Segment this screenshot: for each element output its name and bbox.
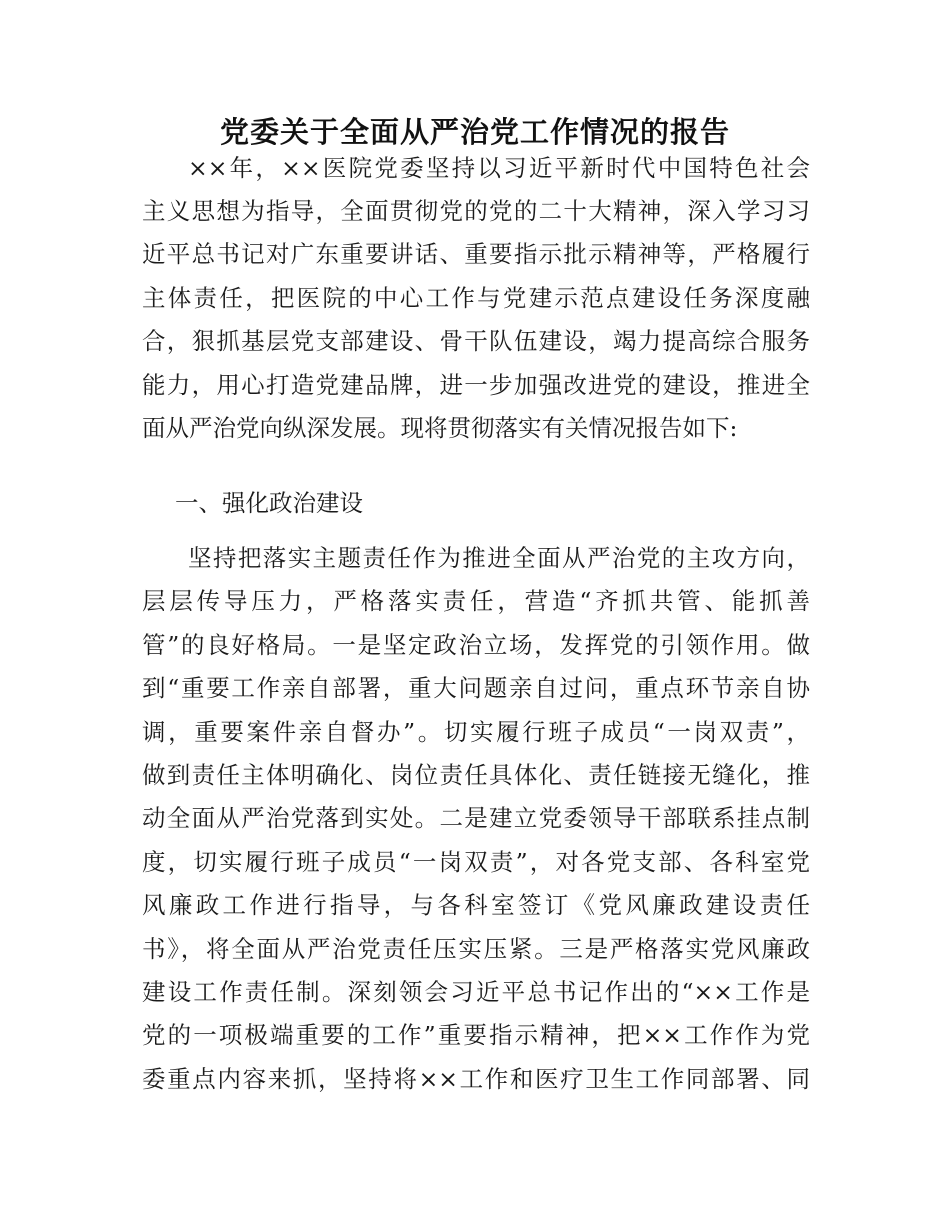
paragraph-line: 面从严治党向纵深发展。现将贯彻落实有关情况报告如下: [142,414,738,442]
paragraph-line: 书》，将全面从严治党责任压实压紧。三是严格落实党风廉政 [142,935,810,963]
paragraph-line: 度，切实履行班子成员“一岗双责”，对各党支部、各科室党 [142,848,810,876]
paragraph-line: 坚持把落实主题责任作为推进全面从严治党的主攻方向， [188,544,810,572]
paragraph-line: 合，狠抓基层党支部建设、骨干队伍建设，竭力提高综合服务 [142,327,810,355]
paragraph-line: 风廉政工作进行指导，与各科室签订《党风廉政建设责任 [142,891,810,919]
paragraph-line: 主体责任，把医院的中心工作与党建示范点建设任务深度融 [142,284,810,312]
paragraph-line: 建设工作责任制。深刻领会习近平总书记作出的“××工作是 [142,978,810,1006]
paragraph-line: 能力，用心打造党建品牌，进一步加强改进党的建设，推进全 [142,371,810,399]
section-heading: 一、强化政治建设 [175,489,363,517]
paragraph-line: 调，重要案件亲自督办”。切实履行班子成员“一岗双责”， [142,718,810,746]
paragraph-line: 动全面从严治党落到实处。二是建立党委领导干部联系挂点制 [142,804,810,832]
paragraph-line: 党的一项极端重要的工作”重要指示精神，把××工作作为党 [142,1021,810,1049]
paragraph-line: 做到责任主体明确化、岗位责任具体化、责任链接无缝化，推 [142,761,810,789]
paragraph-line: 管”的良好格局。一是坚定政治立场，发挥党的引领作用。做 [142,631,810,659]
paragraph-line: 层层传导压力，严格落实责任，营造“齐抓共管、能抓善 [142,587,810,615]
paragraph-line: 近平总书记对广东重要讲话、重要指示批示精神等，严格履行 [142,240,810,268]
paragraph-line: 到“重要工作亲自部署，重大问题亲自过问，重点环节亲自协 [142,674,810,702]
paragraph-line: ××年，××医院党委坚持以习近平新时代中国特色社会 [188,154,810,182]
paragraph-line: 主义思想为指导，全面贯彻党的党的二十大精神，深入学习习 [142,197,810,225]
paragraph-line: 委重点内容来抓，坚持将××工作和医疗卫生工作同部署、同 [142,1065,810,1093]
document-title: 党委关于全面从严治党工作情况的报告 [219,115,730,149]
